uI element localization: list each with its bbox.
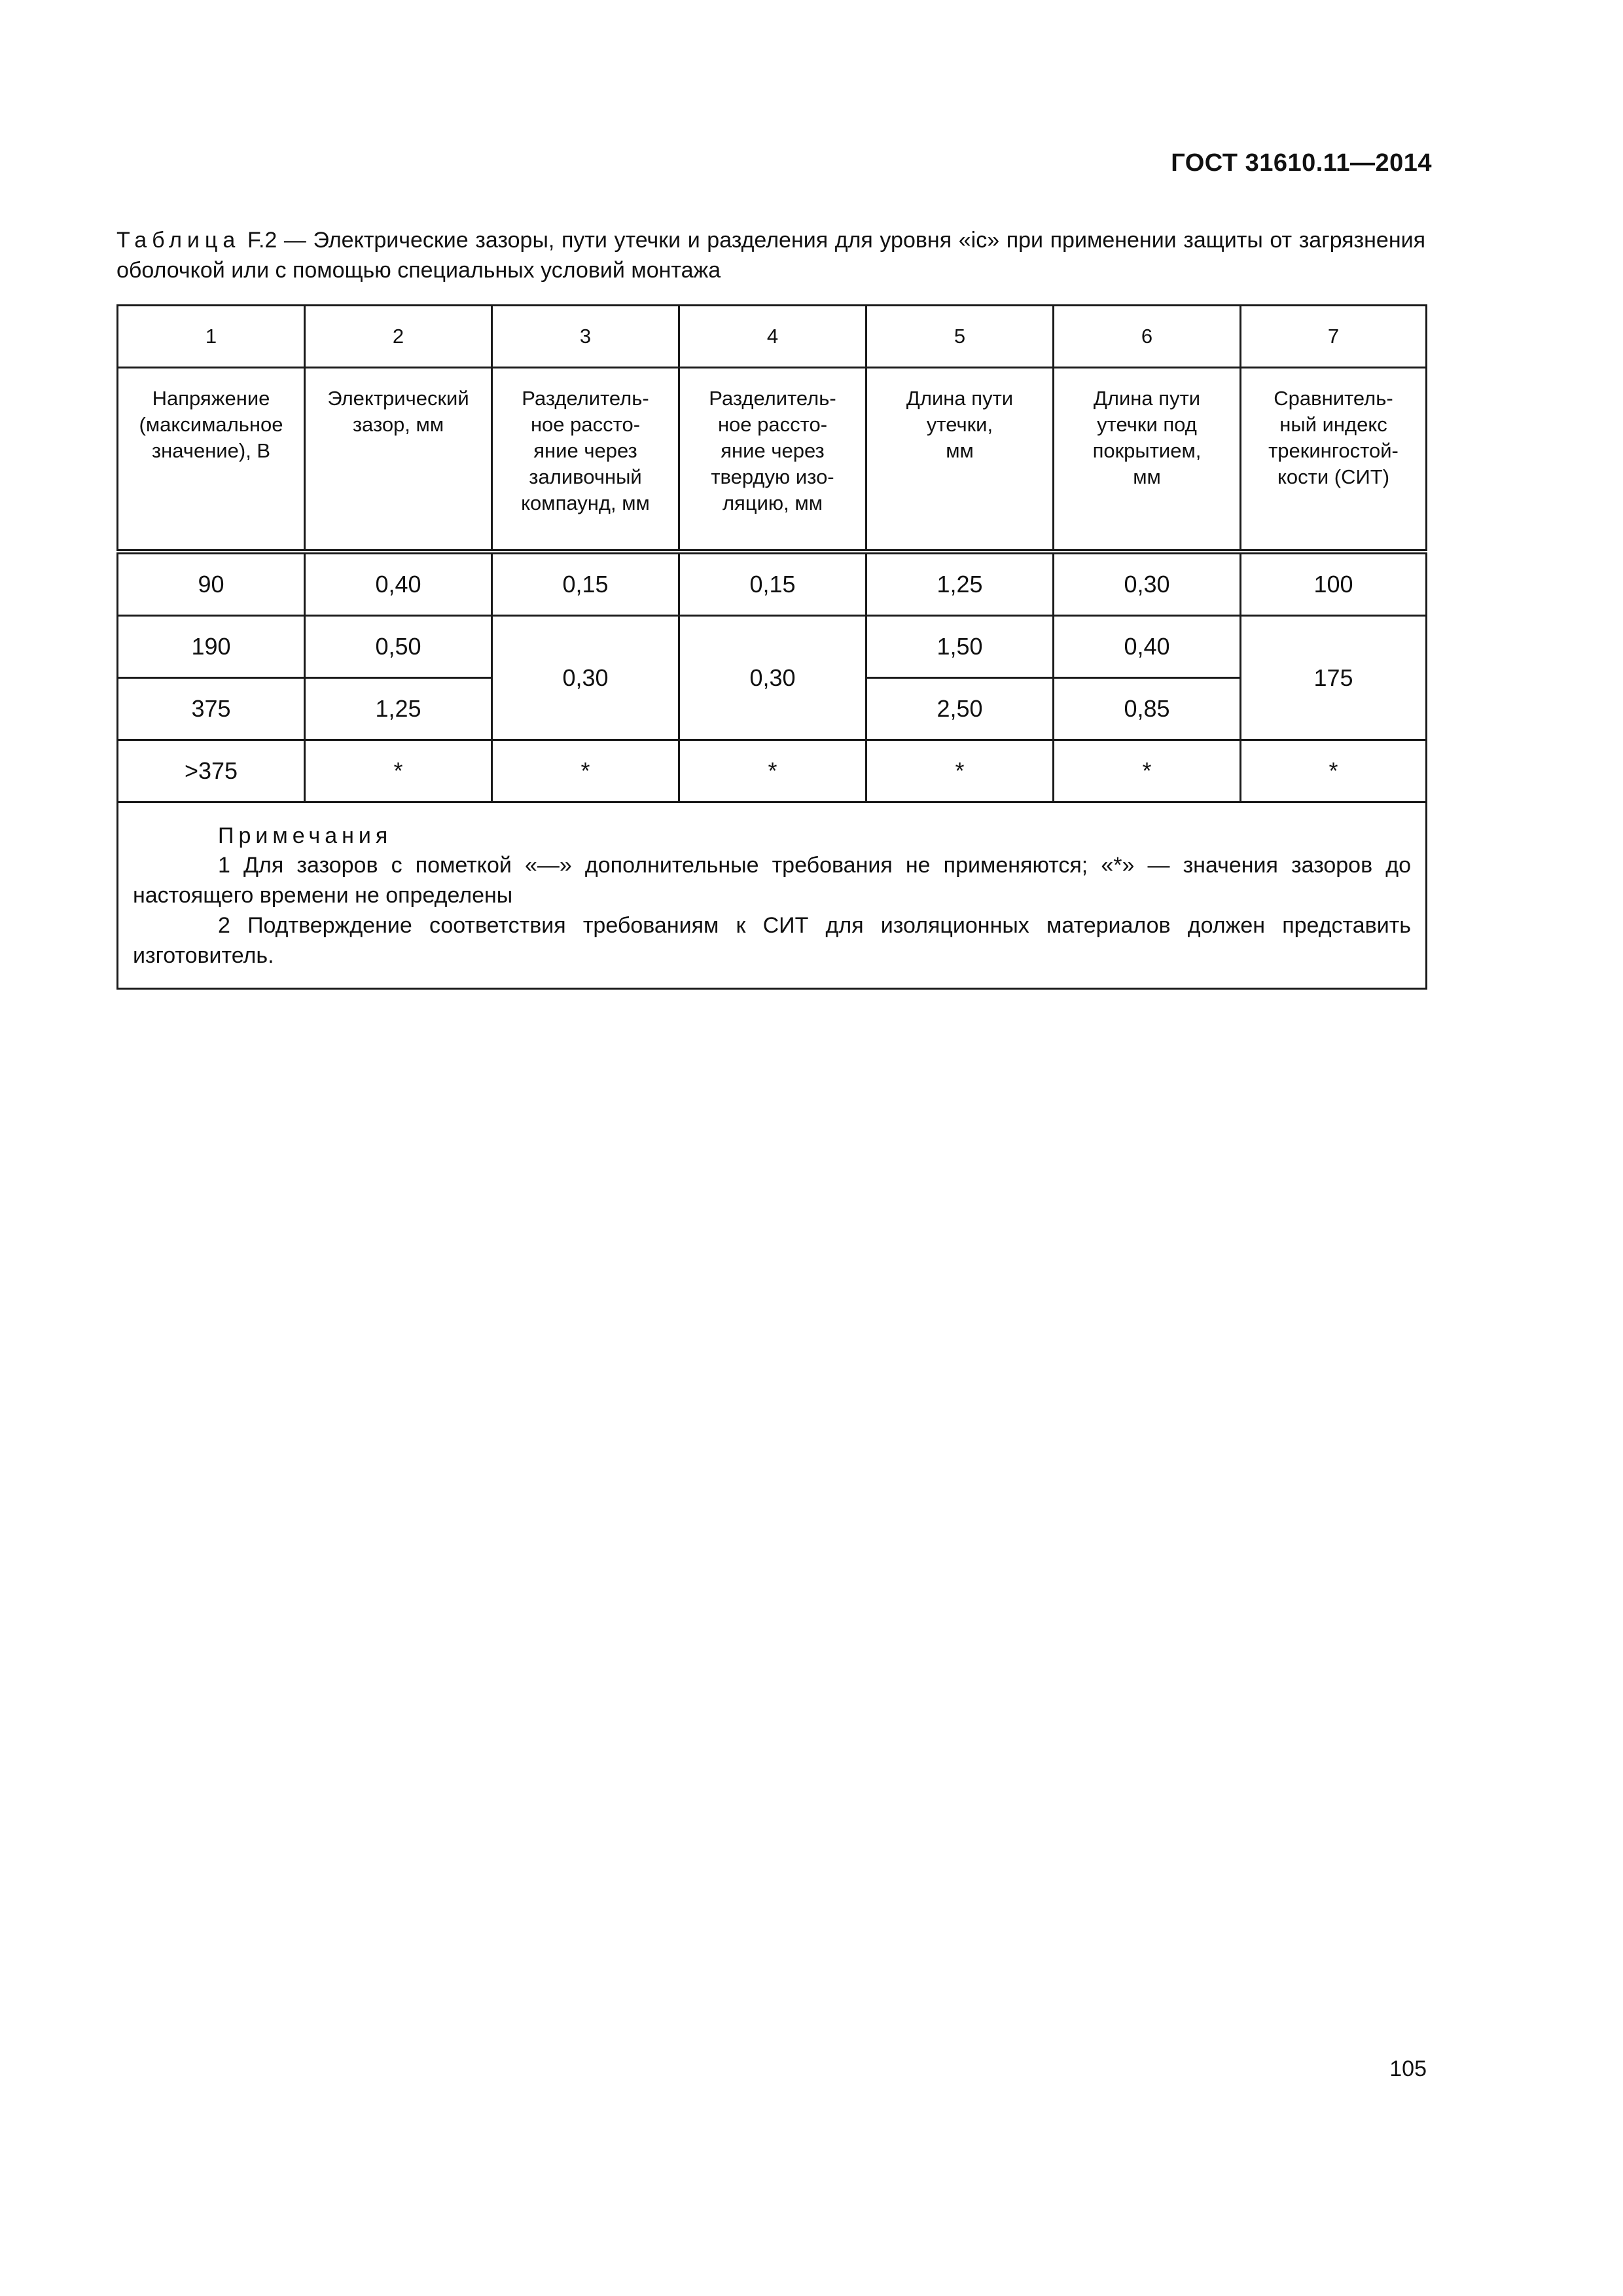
header-line: Разделитель- bbox=[709, 387, 836, 410]
header-voltage bbox=[118, 368, 305, 552]
cell-clearance: 1,25 bbox=[305, 678, 492, 740]
cell-cti-merged: 175 bbox=[1241, 616, 1427, 740]
header-line: трекингостой- bbox=[1268, 439, 1399, 462]
cell-coated: 0,40 bbox=[1054, 616, 1241, 678]
header-line: ное рассто- bbox=[530, 413, 641, 436]
header-line: ный индекс bbox=[1279, 413, 1387, 436]
column-number: 2 bbox=[305, 306, 492, 368]
header-line: мм bbox=[946, 439, 974, 462]
header-coated-creepage bbox=[1054, 368, 1241, 552]
cell-compound: * bbox=[492, 740, 679, 802]
header-line: Напряжение bbox=[152, 387, 270, 410]
cell-clearance: 0,50 bbox=[305, 616, 492, 678]
cell-clearance: * bbox=[305, 740, 492, 802]
header-line: яние через bbox=[721, 439, 825, 462]
header-solid-insulation bbox=[679, 368, 866, 552]
document-code: ГОСТ 31610.11—2014 bbox=[1171, 149, 1432, 177]
column-number: 7 bbox=[1241, 306, 1427, 368]
header-line: зазор, мм bbox=[352, 413, 444, 436]
cell-voltage: 375 bbox=[118, 678, 305, 740]
header-line: покрытием, bbox=[1092, 439, 1202, 462]
header-line: яние через bbox=[533, 439, 637, 462]
cell-solid: * bbox=[679, 740, 866, 802]
table-caption-lead: Таблица bbox=[116, 228, 241, 253]
clearance-table bbox=[116, 304, 1427, 990]
cell-creepage: 1,25 bbox=[866, 552, 1054, 616]
cell-creepage: * bbox=[866, 740, 1054, 802]
column-header-row bbox=[118, 368, 1427, 552]
table-row bbox=[118, 740, 1427, 802]
cell-coated: 0,85 bbox=[1054, 678, 1241, 740]
column-number: 4 bbox=[679, 306, 866, 368]
cell-solid: 0,15 bbox=[679, 552, 866, 616]
cell-creepage: 2,50 bbox=[866, 678, 1054, 740]
note-item: 2 Подтверждение соответствия требованиям к СИТ для изоляционных материалов должен представить изготовитель. bbox=[133, 913, 1411, 968]
table-container bbox=[116, 304, 1425, 990]
column-number: 5 bbox=[866, 306, 1054, 368]
header-compound-separation bbox=[492, 368, 679, 552]
header-line: утечки под bbox=[1097, 413, 1197, 436]
note-item: 1 Для зазоров с пометкой «—» дополнительные требования не применяются; «*» — значения зазоров до настоящего времени не определены bbox=[133, 853, 1411, 908]
cell-coated: * bbox=[1054, 740, 1241, 802]
header-line: Длина пути bbox=[906, 387, 1014, 410]
column-number: 6 bbox=[1054, 306, 1241, 368]
cell-voltage: 90 bbox=[118, 552, 305, 616]
header-line: мм bbox=[1133, 465, 1161, 488]
column-number: 1 bbox=[118, 306, 305, 368]
header-line: (максимальное bbox=[139, 413, 283, 436]
cell-cti: * bbox=[1241, 740, 1427, 802]
notes-row bbox=[118, 802, 1427, 989]
cell-compound: 0,15 bbox=[492, 552, 679, 616]
header-line: утечки, bbox=[926, 413, 993, 436]
cell-solid-merged: 0,30 bbox=[679, 616, 866, 740]
cell-voltage: >375 bbox=[118, 740, 305, 802]
column-number: 3 bbox=[492, 306, 679, 368]
header-cti bbox=[1241, 368, 1427, 552]
table-row bbox=[118, 616, 1427, 678]
header-line: ляцию, мм bbox=[722, 492, 823, 514]
header-line: Сравнитель- bbox=[1274, 387, 1393, 410]
cell-creepage: 1,50 bbox=[866, 616, 1054, 678]
table-caption bbox=[116, 225, 1425, 285]
notes-title: Примечания bbox=[218, 823, 393, 848]
header-line: значение), В bbox=[151, 439, 271, 462]
header-line: Разделитель- bbox=[522, 387, 649, 410]
table-row bbox=[118, 552, 1427, 616]
cell-clearance: 0,40 bbox=[305, 552, 492, 616]
header-line: Электрический bbox=[327, 387, 469, 410]
header-line: твердую изо- bbox=[711, 465, 834, 488]
page-number: 105 bbox=[1389, 2056, 1427, 2081]
header-line: ное рассто- bbox=[717, 413, 828, 436]
cell-compound-merged: 0,30 bbox=[492, 616, 679, 740]
cell-voltage: 190 bbox=[118, 616, 305, 678]
header-line: заливочный bbox=[529, 465, 642, 488]
header-line: кости (СИТ) bbox=[1277, 465, 1390, 488]
cell-cti: 100 bbox=[1241, 552, 1427, 616]
cell-coated: 0,30 bbox=[1054, 552, 1241, 616]
header-creepage bbox=[866, 368, 1054, 552]
header-line: компаунд, мм bbox=[521, 492, 650, 514]
column-number-row bbox=[118, 306, 1427, 368]
notes-cell bbox=[118, 802, 1427, 989]
header-line: Длина пути bbox=[1093, 387, 1201, 410]
header-clearance bbox=[305, 368, 492, 552]
table-caption-text: F.2 — Электрические зазоры, пути утечки и разделения для уровня «ic» при применении защиты от загрязнения оболочкой или с помощью специальных условий монтажа bbox=[116, 228, 1426, 283]
